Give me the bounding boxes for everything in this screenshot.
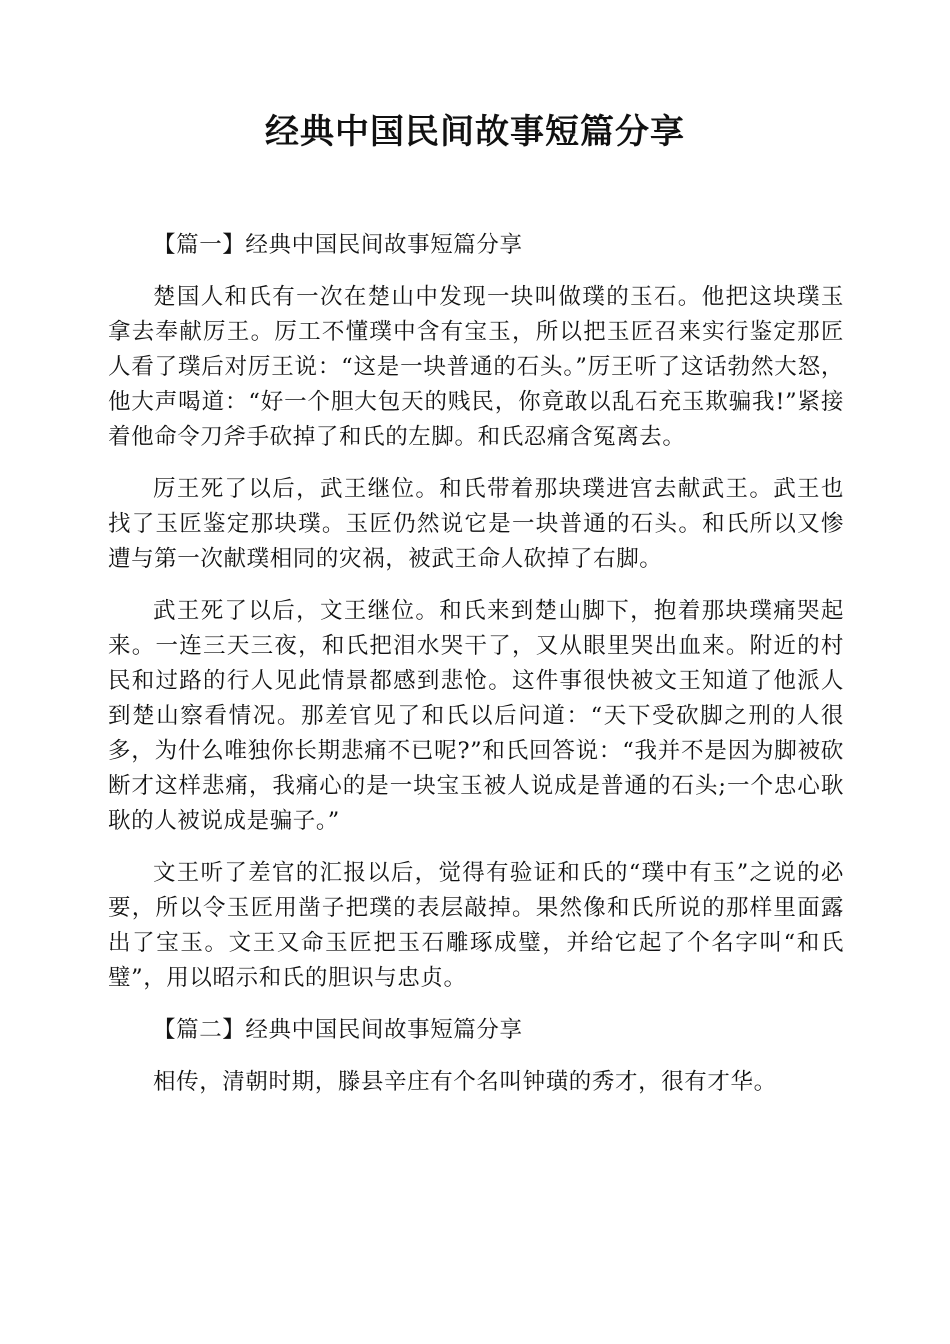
paragraph-5: 相传，清朝时期，滕县辛庄有个名叫钟璜的秀才，很有才华。 [153, 1069, 777, 1095]
section-heading-2: 【篇二】经典中国民间故事短篇分享 [153, 1017, 523, 1043]
document-body [108, 228, 844, 1117]
section-heading-1: 【篇一】经典中国民间故事短篇分享 [153, 232, 523, 258]
paragraph-2: 厉王死了以后，武王继位。和氏带着那块璞进宫去献武王。武王也找了玉匠鉴定那块璞。玉匠仍然说它是一块普通的石头。和氏所以又惨遭与第一次献璞相同的灾祸，被武王命人砍掉了右脚。 [108, 476, 844, 572]
document-title: 经典中国民间故事短篇分享 [265, 112, 685, 152]
paragraph-3: 武王死了以后，文王继位。和氏来到楚山脚下，抱着那块璞痛哭起来。一连三天三夜，和氏把泪水哭干了，又从眼里哭出血来。附近的村民和过路的行人见此情景都感到悲怆。这件事很快被文王知道了他派人到楚山察看情况。那差官见了和氏以后问道：“天下受砍脚之刑的人很多，为什么唯独你长期悲痛不已呢?”和氏回答说：“我并不是因为脚被砍断才这样悲痛，我痛心的是一块宝玉被人说成是普通的石头;一个忠心耿耿的人被说成是骗子。” [108, 598, 844, 834]
paragraph-4: 文王听了差官的汇报以后，觉得有验证和氏的“璞中有玉”之说的必要，所以令玉匠用凿子把璞的表层敲掉。果然像和氏所说的那样里面露出了宝玉。文王又命玉匠把玉石雕琢成璧，并给它起了个名字叫“和氏璧”，用以昭示和氏的胆识与忠贞。 [108, 860, 844, 991]
paragraph-1: 楚国人和氏有一次在楚山中发现一块叫做璞的玉石。他把这块璞玉拿去奉献厉王。厉工不懂璞中含有宝玉，所以把玉匠召来实行鉴定那匠人看了璞后对厉王说：“这是一块普通的石头。”厉王听了这话勃然大怒，他大声喝道：“好一个胆大包天的贱民，你竟敢以乱石充玉欺骗我!”紧接着他命令刀斧手砍掉了和氏的左脚。和氏忍痛含冤离去。 [108, 284, 844, 450]
